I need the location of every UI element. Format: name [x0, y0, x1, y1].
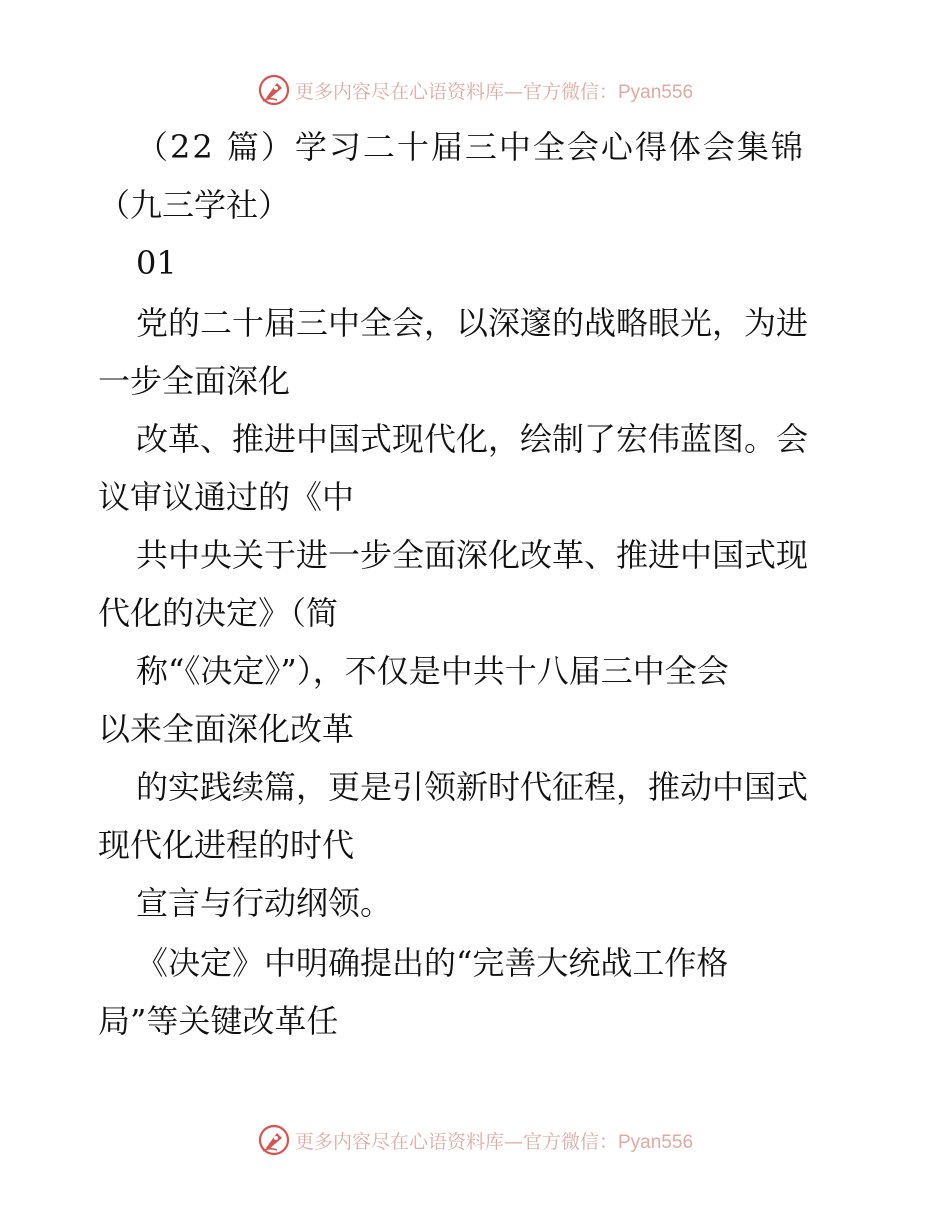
paragraph-line: 议审议通过的《中	[98, 478, 355, 516]
paragraph-line: 《决定》中明确提出的“完善大统战工作格	[136, 944, 729, 982]
footer-official-text: 官方微信：	[522, 1130, 618, 1153]
header-official-text: 官方微信：	[522, 80, 618, 103]
document-title-line-1: （22 篇）学习二十届三中全会心得体会集锦	[136, 128, 805, 166]
footer-wechat-id: Pyan556	[618, 1131, 694, 1153]
header-banner	[0, 70, 950, 110]
header-brand-text: 更多内容尽在心语资料库	[294, 80, 504, 103]
pen-nib-logo-icon	[257, 1123, 291, 1157]
paragraph-line: 代化的决定》（简	[98, 594, 339, 632]
footer-separator: —	[503, 1130, 523, 1153]
paragraph-line: 改革、推进中国式现代化，绘制了宏伟蓝图。会	[136, 420, 809, 458]
footer-brand-text: 更多内容尽在心语资料库	[294, 1130, 504, 1153]
paragraph-line: 一步全面深化	[98, 362, 291, 400]
header-separator: —	[503, 80, 523, 103]
paragraph-line: 共中央关于进一步全面深化改革、推进中国式现	[136, 536, 809, 574]
footer-banner	[0, 1120, 950, 1160]
paragraph-line: 局”等关键改革任	[98, 1002, 339, 1040]
header-banner-text	[295, 77, 693, 104]
paragraph-line: 宣言与行动纲领。	[136, 884, 393, 922]
section-number: 01	[136, 244, 177, 282]
header-wechat-id: Pyan556	[618, 81, 694, 103]
pen-nib-logo-icon	[257, 73, 291, 107]
document-title-line-2: （九三学社）	[98, 186, 291, 224]
footer-banner-text	[295, 1127, 693, 1154]
paragraph-line: 现代化进程的时代	[98, 826, 355, 864]
paragraph-line: 的实践续篇，更是引领新时代征程，推动中国式	[136, 768, 809, 806]
paragraph-line: 以来全面深化改革	[98, 710, 355, 748]
paragraph-line: 党的二十届三中全会，以深邃的战略眼光，为进	[136, 304, 809, 342]
paragraph-line: 称“《决定》”），不仅是中共十八届三中全会	[136, 652, 729, 690]
